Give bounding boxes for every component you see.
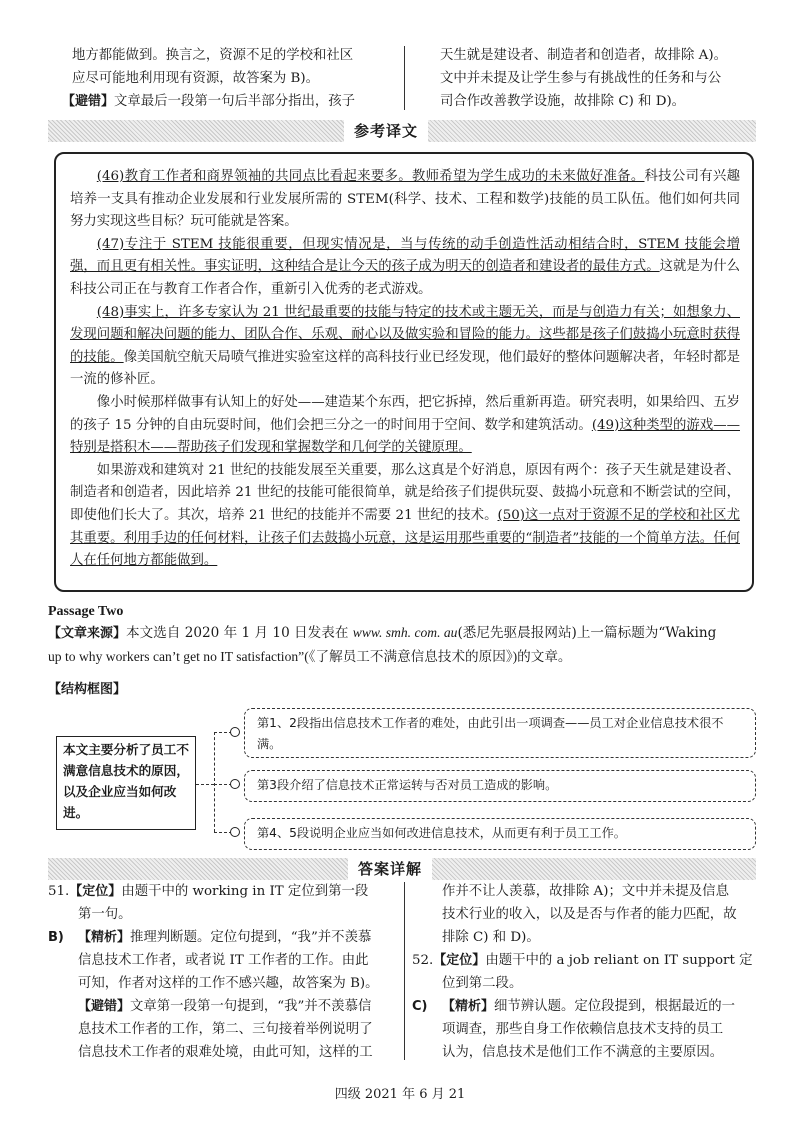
text-line: 地方都能做到。换言之，资源不足的学校和社区 <box>72 48 354 63</box>
structure-box-1: 第1、2段指出信息技术工作者的难处，由此引出一项调查——员工对企业信息技术很不满。 <box>244 708 756 758</box>
answers-left-column: 51.【定位】由题干中的 working in IT 定位到第一段 第一句。 B) 【精析】推理判断题。定位句提到，“我”并不羡慕 信息技术工作者，或者说 IT 工作者的工作。由此 可知，作者对这样的工作不感兴趣，故答案为 B)。 【避错】文章第一段第一句提到，“我”并不羡慕信 息技术工作者的工作，第二、三句接着举例说明了 信息技术工作者的艰难处境，由此可知，这样的工 <box>48 884 379 1060</box>
structure-box-2: 第3段介绍了信息技术正常运转与否对员工造成的影响。 <box>244 770 756 802</box>
text-line: 天生就是建设者、制造者和创造者，故排除 A)。 <box>440 48 727 63</box>
text-line: 应尽可能地利用现有资源，故答案为 B)。 <box>72 71 319 86</box>
structure-diagram-label: 【结构框图】 <box>48 682 127 697</box>
arrow-circle-icon <box>230 779 240 789</box>
top-right-column <box>440 44 760 113</box>
arrow-circle-icon <box>230 727 240 737</box>
article-source: 【文章来源】本文选自 2020 年 1 月 10 日发表在 www. smh. com. au(悉尼先驱晨报网站)上一篇标题为“Waking up to why workers can’t get no IT satisfaction”(《了解员工不满意信息技术的原因》)的文章。 <box>48 625 717 664</box>
passage-two-title: Passage Two <box>48 604 124 619</box>
page-footer: 四级 2021 年 6 月 21 <box>334 1087 466 1102</box>
translation-paragraph-1: (46)教育工作者和商界领袖的共同点比看起来要多。教师希望为学生成功的未来做好准备。科技公司有兴趣培养一支具有推动企业发展和行业发展所需的 STEM(科学、技术、工程和数学)技能的员工队伍。他们如何共同努力实现这些目标？玩可能就是答案。 <box>70 169 740 230</box>
column-divider <box>404 46 405 110</box>
avoid-error-tag: 【避错】 <box>62 94 115 109</box>
translation-paragraph-2: (47)专注于 STEM 技能很重要，但现实情况是，当与传统的动手创造性活动相结合时，STEM 技能会增强，而且更有相关性。事实证明，这种结合是让今天的孩子成为明天的创造者和建设者的最佳方式。这就是为什么科技公司正在与教育工作者合作，重新引入优秀的老式游戏。 <box>70 236 741 297</box>
translation-paragraph-5: 如果游戏和建筑对 21 世纪的技能发展至关重要，那么这真是个好消息，原因有两个：孩子天生就是建设者、制造者和创造者，因此培养 21 世纪的技能可能很简单，就是给孩子们提供玩耍、鼓捣小玩意和不断尝试的空间，即使他们长大了。其次，培养 21 世纪的技能并不需要 21 世纪的技术。(50)这一点对于资源不足的学校和社区尤其重要。利用手边的任何材料，让孩子们去鼓捣小玩意，这是运用那些重要的“制造者”技能的一个简单方法。任何人在任何地方都能做到。 <box>70 462 740 569</box>
top-left-column <box>62 44 402 113</box>
answer-letter: C) <box>412 999 428 1014</box>
section-header-translation <box>48 120 756 142</box>
structure-box-3: 第4、5段说明企业应当如何改进信息技术，从而更有利于员工工作。 <box>244 818 756 850</box>
section-header-answers <box>48 858 756 880</box>
arrow-circle-icon <box>230 827 240 837</box>
connector-top <box>196 784 214 785</box>
text-line: 文中并未提及让学生参与有挑战性的任务和与公 <box>440 71 722 86</box>
answer-letter: B) <box>48 930 64 945</box>
translation-box <box>54 152 754 592</box>
source-tag: 【文章来源】 <box>48 626 127 641</box>
translation-paragraph-3: (48)事实上，许多专家认为 21 世纪最重要的技能与特定的技术或主题无关，而是与创造力有关；如想象力、发现问题和解决问题的能力、团队合作、乐观、耐心以及做实验和冒险的能力。这些都是孩子们鼓捣小玩意时获得的技能。像美国航空航天局喷气推进实验室这样的高科技行业已经发现，他们最好的整体问题解决者，年轻时都是一流的修补匠。 <box>70 304 741 388</box>
translation-paragraph-4: 像小时候那样做事有认知上的好处——建造某个东西，把它拆掉，然后重新再造。研究表明，如果给四、五岁的孩子 15 分钟的自由玩耍时间，他们会把三分之一的时间用于空间、数学和建筑活动。(49)这种类型的游戏——特别是搭积木——帮助孩子们发现和掌握数学和几何学的关键原理。 <box>70 394 740 456</box>
connector-vertical <box>214 732 215 832</box>
text-line: 文章最后一段第一句后半部分指出，孩子 <box>114 94 356 109</box>
text-line: 司合作改善教学设施，故排除 C) 和 D)。 <box>440 94 686 109</box>
answers-right-column: 作并不让人羡慕，故排除 A)；文中并未提及信息 技术行业的收入，以及是否与作者的能力匹配，故 排除 C) 和 D)。 52.【定位】由题干中的 a job reliant on IT support 定 位到第二段。 C) 【精析】细节辨认题。定位段提到，根据最近的一 项调查，那些自身工作依赖信息技术支持的员工 认为，信息技术是他们工作不满意的主要原因。 <box>412 884 753 1060</box>
source-site: www. smh. com. au <box>352 625 458 640</box>
column-divider <box>404 882 405 1060</box>
section-title: 参考译文 <box>344 120 428 142</box>
summary-box: 本文主要分析了员工不满意信息技术的原因，以及企业应当如何改进。 <box>56 736 196 830</box>
section-title: 答案详解 <box>348 858 432 880</box>
